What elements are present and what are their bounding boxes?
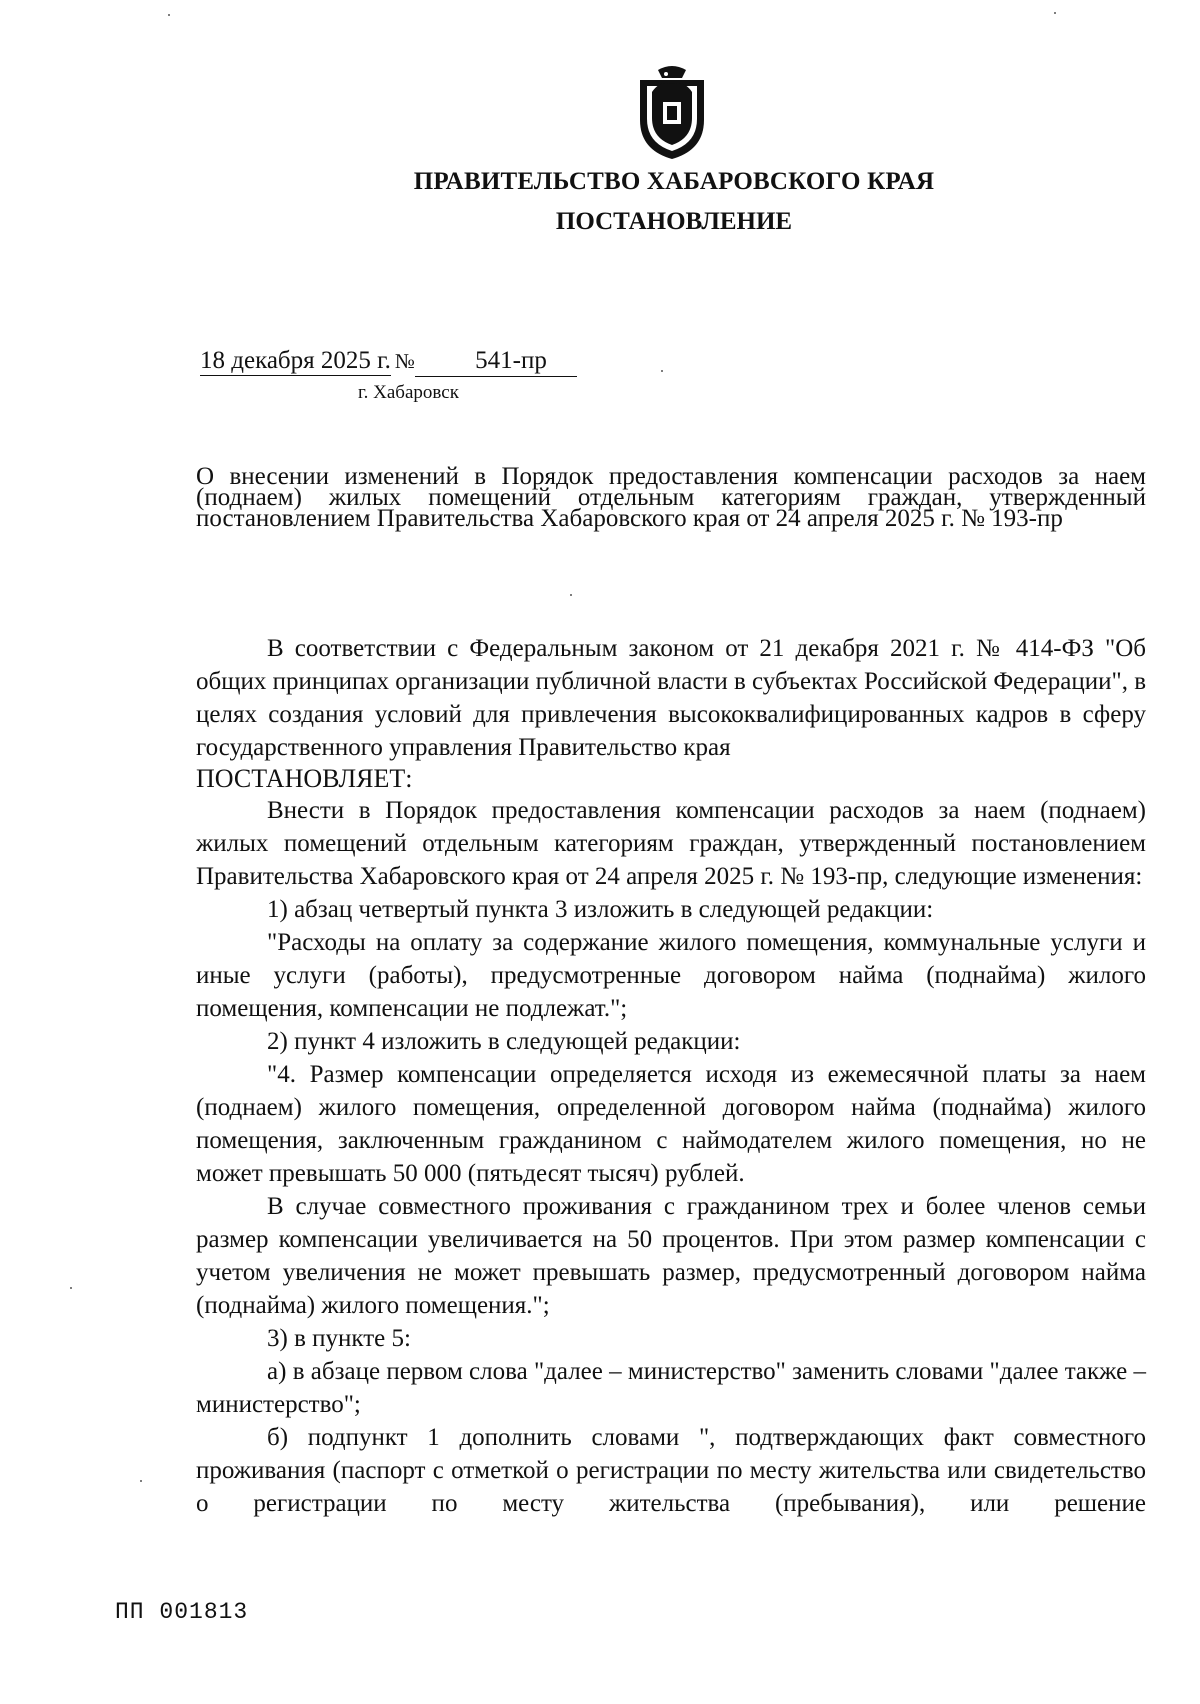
- paragraph: В случае совместного проживания с гражданином трех и более членов семьи размер компенсации увеличивается на 50 процентов. При этом размер компенсации с учетом увеличения не может превышать размер, предусмотренный договором найма (поднайма) жилого помещения.";: [196, 1193, 1146, 1319]
- scan-speck: [168, 14, 170, 16]
- document-subject: О внесении изменений в Порядок предоставления компенсации расходов за наем (поднаем) жилых помещений отдельным категориям граждан, утвержденный постановлением Правительства Хабаровского края от 24 апреля 2025 г. № 193-пр: [196, 463, 1146, 532]
- preamble: В соответствии с Федеральным законом от 21 декабря 2021 г. № 414-ФЗ "Об общих принципах организации публичной власти в субъектах Российской Федерации", в целях создания условий для привлечения высококвалифицированных кадров в сферу государственного управления Правительство края: [196, 635, 1146, 761]
- decree-word: ПОСТАНОВЛЯЕТ:: [196, 764, 413, 793]
- paragraph: "4. Размер компенсации определяется исходя из ежемесячной платы за наем (поднаем) жилого помещения, определенной договором найма (поднайма) жилого помещения, заключенным гражданином с наймодателем жилого помещения, но не может превышать 50 000 (пятьдесят тысяч) рублей.: [196, 1061, 1146, 1187]
- scan-speck: [570, 594, 572, 596]
- scan-speck: [140, 1480, 142, 1482]
- government-title: ПРАВИТЕЛЬСТВО ХАБАРОВСКОГО КРАЯ: [413, 168, 935, 195]
- paragraph: 3) в пункте 5:: [267, 1325, 411, 1352]
- document-city: г. Хабаровск: [358, 382, 459, 403]
- scan-speck: [1054, 12, 1056, 14]
- paragraph: а) в абзаце первом слова "далее – министерство" заменить словами "далее также – министерство";: [196, 1358, 1146, 1418]
- document-date: 18 декабря 2025 г.: [200, 347, 391, 374]
- scan-speck: [661, 370, 663, 372]
- coat-of-arms-emblem: [630, 62, 714, 162]
- paragraph: "Расходы на оплату за содержание жилого помещения, коммунальные услуги и иные услуги (работы), предусмотренные договором найма (поднайма) жилого помещения, компенсации не подлежат.";: [196, 929, 1146, 1022]
- document-body: [196, 632, 1146, 1520]
- scan-speck: [70, 1287, 72, 1289]
- paragraph: 2) пункт 4 изложить в следующей редакции:: [267, 1028, 741, 1055]
- paragraph: 1) абзац четвертый пункта 3 изложить в следующей редакции:: [267, 896, 934, 923]
- paragraph: Внести в Порядок предоставления компенсации расходов за наем (поднаем) жилых помещений отдельным категориям граждан, утвержденный постановлением Правительства Хабаровского края от 24 апреля 2025 г. № 193-пр, следующие изменения:: [196, 797, 1146, 890]
- document-number: 541-пр: [415, 347, 577, 377]
- paragraph: б) подпункт 1 дополнить словами ", подтверждающих факт совместного проживания (паспорт с отметкой о регистрации по месту жительства или свидетельство о регистрации по месту жительства (пребывания), или решение: [196, 1424, 1146, 1517]
- date-number-line: [200, 347, 577, 377]
- number-sign: №: [394, 349, 415, 373]
- form-code: ПП 001813: [115, 1599, 249, 1625]
- document-type: ПОСТАНОВЛЕНИЕ: [555, 208, 793, 235]
